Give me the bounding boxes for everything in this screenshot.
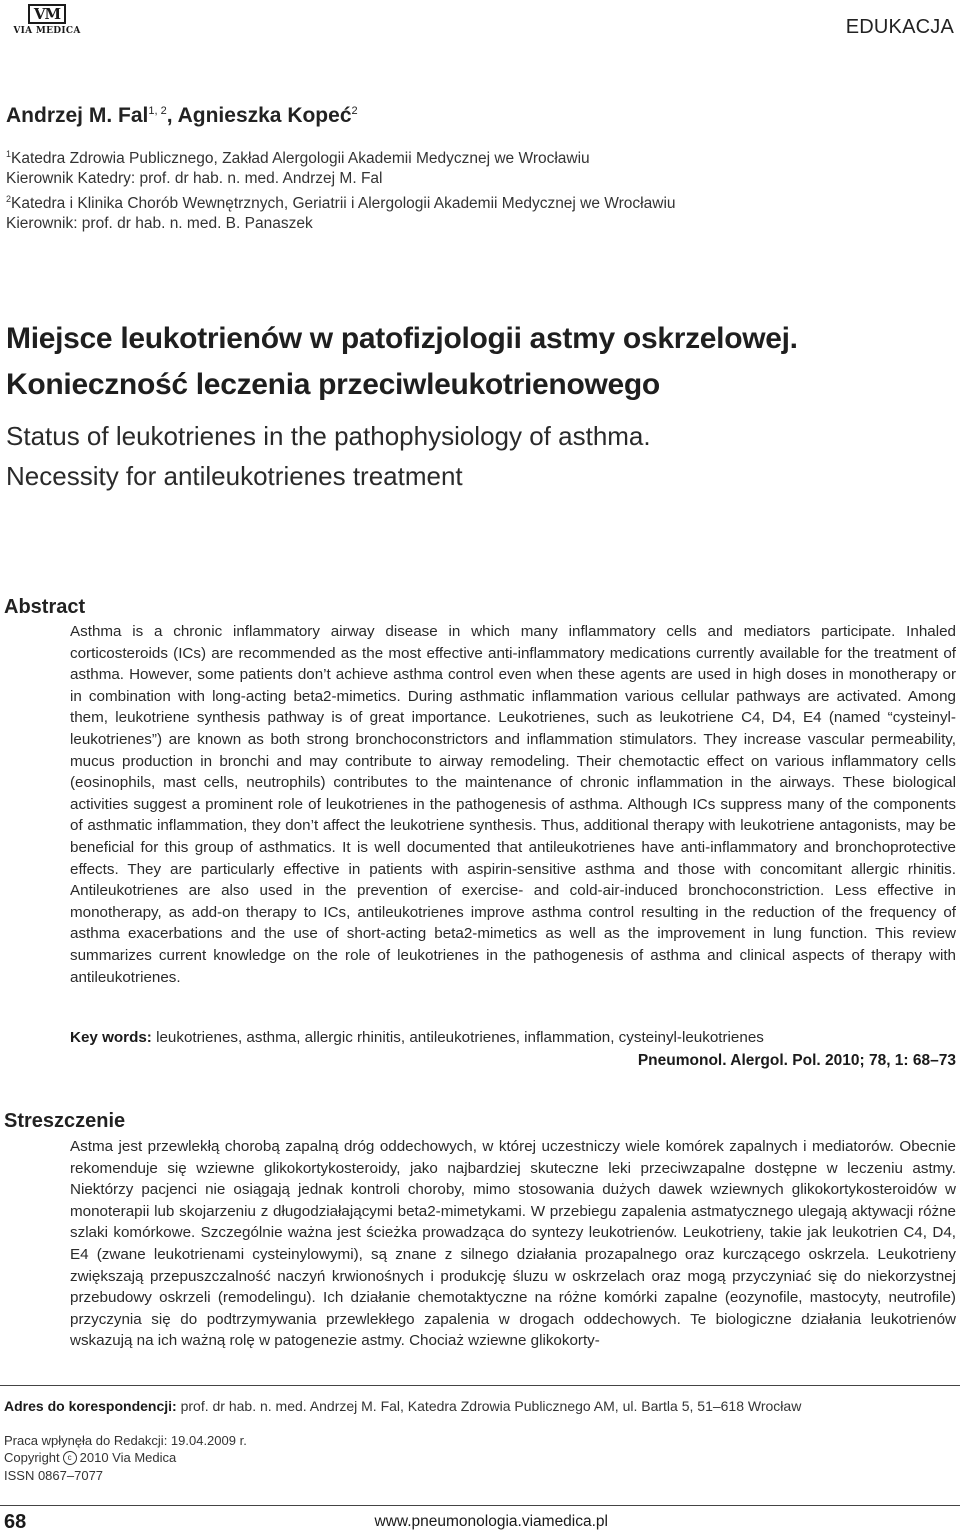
streszczenie-heading: Streszczenie: [4, 1110, 126, 1132]
affiliation-line: $^1$Katedra Zdrowia Publicznego, Zakład Alergologii Akademii Medycznej we Wrocławiu: [6, 149, 590, 168]
copyright: Copyright c 2010 Via Medica: [4, 1450, 177, 1465]
logo-mark: VM: [28, 4, 66, 24]
title-polish-line: Miejsce leukotrienów w patofizjologii astmy oskrzelowej.: [6, 322, 798, 355]
title-english-line: Status of leukotrienes in the pathophysiology of asthma.: [6, 421, 651, 451]
title-polish: [6, 316, 798, 408]
copyright-icon: c: [63, 1451, 77, 1465]
author-2-affil: 2: [351, 105, 358, 117]
abstract-heading: Abstract: [4, 596, 86, 618]
via-medica-logo: [10, 4, 84, 38]
received-date: Praca wpłynęła do Redakcji: 19.04.2009 r.: [4, 1433, 247, 1448]
affiliations: [6, 144, 676, 234]
section-label: EDUKACJA: [845, 16, 954, 38]
publication-meta: [4, 1432, 247, 1484]
author-1: Andrzej M. Fal: [6, 104, 149, 127]
keywords-list: leukotrienes, asthma, allergic rhinitis, antileukotrienes, inflammation, cysteinyl-leukotrienes: [151, 1029, 764, 1046]
journal-citation: Pneumonol. Alergol. Pol. 2010; 78, 1: 68–73: [637, 1052, 956, 1069]
affiliation-line: Kierownik: prof. dr hab. n. med. B. Panaszek: [6, 215, 313, 233]
abstract-text: Asthma is a chronic inflammatory airway disease in which many inflammatory cells and mediators participate. Inhaled corticosteroids (ICs) are recommended as the most effective anti-inflammatory medications currently available for the treatment of asthma. However, some patients don’t achieve asthma control even when these agents are used in high doses in monotherapy or in combination with long-acting beta2-mimetics. During asthmatic inflammation various cellular pathways are activated. Among them, leukotriene synthesis pathway is of great importance. Leukotrienes, such as leukotriene C4, D4, E4 (named “cysteinyl-leukotrienes”) are known as both strong bronchoconstrictors and inflammation stimulators. They increase vascular permeability, mucus production in bronchi and may contribute to airway remodeling. Their chemotactic effect on various inflammatory cells (eosinophils, mast cells, neutrophils) contributes to the maintenance of chronic inflammation in the airways. These biological activities suggest a prominent role of leukotrienes in the pathogenesis of asthma. Although ICs suppress many of the components of asthmatic inflammation, they don’t affect the leukotriene synthesis. Thus, additional therapy with leukotriene antagonists, may be beneficial for this group of asthmatics. It is well documented that antileukotrienes have anti-inflammatory and bronchoprotective effects. They are particularly effective in patients with aspirin-sensitive asthma and those with concomitant allergic rhinitis. Antileukotrienes are also used in the prevention of exercise- and cold-air-induced bronchoconstriction. Less effective in monotherapy, as add-on therapy to ICs, antileukotrienes improve asthma control resulting in the reduction of the frequency of asthma exacerbations and the use of short-acting beta2-mimetics as well as the improvement in lung function. This review summarizes current knowledge on the role of leukotrienes in the pathogenesis of asthma and clinical aspects of therapy with antileukotrienes.: [70, 623, 956, 986]
author-1-affil: 1, 2: [148, 105, 167, 117]
title-polish-line: Konieczność leczenia przeciwleukotrienowego: [6, 368, 660, 401]
title-english: [6, 416, 651, 496]
footer-divider: [0, 1385, 960, 1386]
logo-text: VIA MEDICA: [13, 26, 81, 36]
affiliation-line: Kierownik Katedry: prof. dr hab. n. med. Andrzej M. Fal: [6, 170, 383, 188]
keywords-label: Key words:: [70, 1029, 152, 1046]
affiliation-line: $^2$Katedra i Klinika Chorób Wewnętrznych, Geriatrii i Alergologii Akademii Medycznej we Wrocławiu: [6, 194, 676, 213]
streszczenie-text: Astma jest przewlekłą chorobą zapalną dróg oddechowych, w której uczestniczy wiele komórek zapalnych i mediatorów. Obecnie rekomenduje się wziewne glikokortykosteroidy, jako najbardziej skuteczne leki przeciwzapalne dostępne w leczeniu astmy. Niektórzy pacjenci nie osiągają jednak kontroli choroby, mimo stosowania dużych dawek wziewnych glikokortykosteroidów w monoterapii lub skojarzeniu z długodziałającymi beta2-mimetykami. W przebiegu zapalenia astmatycznego ulegają aktywacji różne szlaki komórkowe. Szczególnie ważna jest ścieżka prowadząca do syntezy leukotrienów. Leukotrieny, takie jak leukotrien C4, D4, E4 (zwane leukotrienami cysteinylowymi), są znane z silnego działania prozapalnego oraz kurczącego oskrzela. Leukotrieny zwiększają przepuszczalność naczyń krwionośnych i produkcję śluzu w oskrzelach oraz mogą przyczyniać się do niekorzystnej przebudowy oskrzeli (remodelingu). Ich działanie chemotaktyczne na różne komórki zapalne (eozynofile, mastocyty, neutrofile) przyczynia się do podtrzymywania przewlekłego zapalenia w drogach oddechowych. Te biologiczne działania leukotrienów wskazują na ich ważną rolę w patogenezie astmy. Chociaż wziewne glikokorty-: [70, 1138, 956, 1350]
correspondence-label: Adres do korespondencji:: [4, 1398, 177, 1414]
keywords: [70, 1029, 764, 1046]
page-footer-divider: [0, 1505, 960, 1506]
author-2: Agnieszka Kopeć: [177, 104, 352, 127]
page-number: 68: [4, 1511, 27, 1533]
correspondence-address: Adres do korespondencji: prof. dr hab. n. med. Andrzej M. Fal, Katedra Zdrowia Publicznego AM, ul. Bartla 5, 51–618 Wrocław: [4, 1398, 802, 1414]
authors: Andrzej M. Fal$^{1, 2}$, Agnieszka Kopeć$^2$: [6, 104, 358, 127]
journal-website: www.pneumonologia.viamedica.pl: [374, 1513, 608, 1530]
issn: ISSN 0867–7077: [4, 1467, 104, 1483]
title-english-line: Necessity for antileukotrienes treatment: [6, 461, 463, 491]
